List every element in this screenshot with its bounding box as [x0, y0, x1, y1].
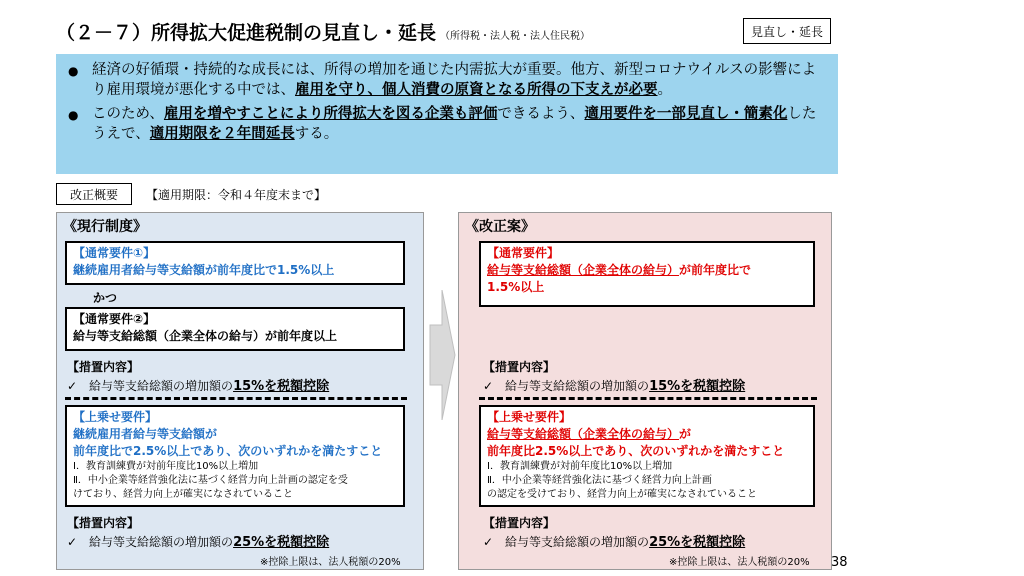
measure2-label: 【措置内容】: [483, 516, 556, 530]
current-requirement-2: 【通常要件②】 給与等支給総額（企業全体の給与）が前年度以上: [65, 307, 405, 351]
proposal-extra-requirement: 【上乗せ要件】 給与等支給総額（企業全体の給与）が 前年度比2.5%以上であり、次のいずれかを満たすこと Ⅰ．教育訓練費が対前年度比10%以上増加 Ⅱ．中小企業等経営強化法に基づく経営力向上計画 の認定を受けており、経営力向上が確実になされていること: [479, 405, 815, 507]
current-system-panel: [56, 212, 424, 570]
application-period: 【適用期限：令和４年度末まで】: [146, 188, 327, 202]
proposal-panel: [458, 212, 832, 570]
page-number: 38: [831, 555, 848, 570]
measure2-item: ✓ 給与等支給総額の増加額の25%を税額控除: [67, 535, 330, 550]
cap-note: ※控除上限は、法人税額の20%: [260, 557, 401, 568]
proposal-requirement: 【通常要件】 給与等支給総額（企業全体の給与）が前年度比で 1.5%以上: [479, 241, 815, 307]
bullet-icon: ●: [68, 108, 79, 122]
and-label: かつ: [93, 291, 118, 305]
current-requirement-1: 【通常要件①】 継続雇用者給与等支給額が前年度比で1.5%以上: [65, 241, 405, 285]
summary-box: [56, 54, 838, 174]
summary-bullet-1: ● 経済の好循環・持続的な成長には、所得の増加を通じた内需拡大が重要。他方、新型コロナウイルスの影響により雇用環境が悪化する中では、雇用を守り、個人消費の原資となる所得の下支えが必要。: [68, 62, 817, 98]
status-tag: 見直し・延長: [743, 18, 831, 44]
right-arrow-icon: [428, 290, 456, 420]
proposal-title: 《改正案》: [465, 219, 535, 235]
current-title: 《現行制度》: [63, 219, 147, 235]
title-text: （２－７）所得拡大促進税制の見直し・延長: [56, 22, 437, 44]
summary-bullet-2: ● このため、雇用を増やすことにより所得拡大を図る企業も評価できるよう、適用要件を一部見直し・簡素化したうえで、適用期限を２年間延長する。: [68, 106, 817, 142]
cap-note: ※控除上限は、法人税額の20%: [669, 557, 810, 568]
measure2-label: 【措置内容】: [67, 516, 140, 530]
page-title: [56, 18, 590, 45]
title-subtitle: （所得税・法人税・法人住民税）: [440, 31, 591, 42]
measure-label: 【措置内容】: [67, 360, 140, 374]
revision-label: 改正概要: [56, 183, 132, 205]
measure-item: ✓ 給与等支給総額の増加額の15%を税額控除: [67, 379, 330, 394]
measure-item: ✓ 給与等支給総額の増加額の15%を税額控除: [483, 379, 746, 394]
measure-label: 【措置内容】: [483, 360, 556, 374]
divider: [65, 397, 407, 400]
bullet-icon: ●: [68, 64, 79, 78]
measure2-item: ✓ 給与等支給総額の増加額の25%を税額控除: [483, 535, 746, 550]
current-extra-requirement: 【上乗せ要件】 継続雇用者給与等支給額が 前年度比で2.5%以上であり、次のいずれかを満たすこと Ⅰ．教育訓練費が対前年度比10%以上増加 Ⅱ．中小企業等経営強化法に基づく経営力向上計画の認定を受 けており、経営力向上が確実になされていること: [65, 405, 405, 507]
divider: [479, 397, 817, 400]
